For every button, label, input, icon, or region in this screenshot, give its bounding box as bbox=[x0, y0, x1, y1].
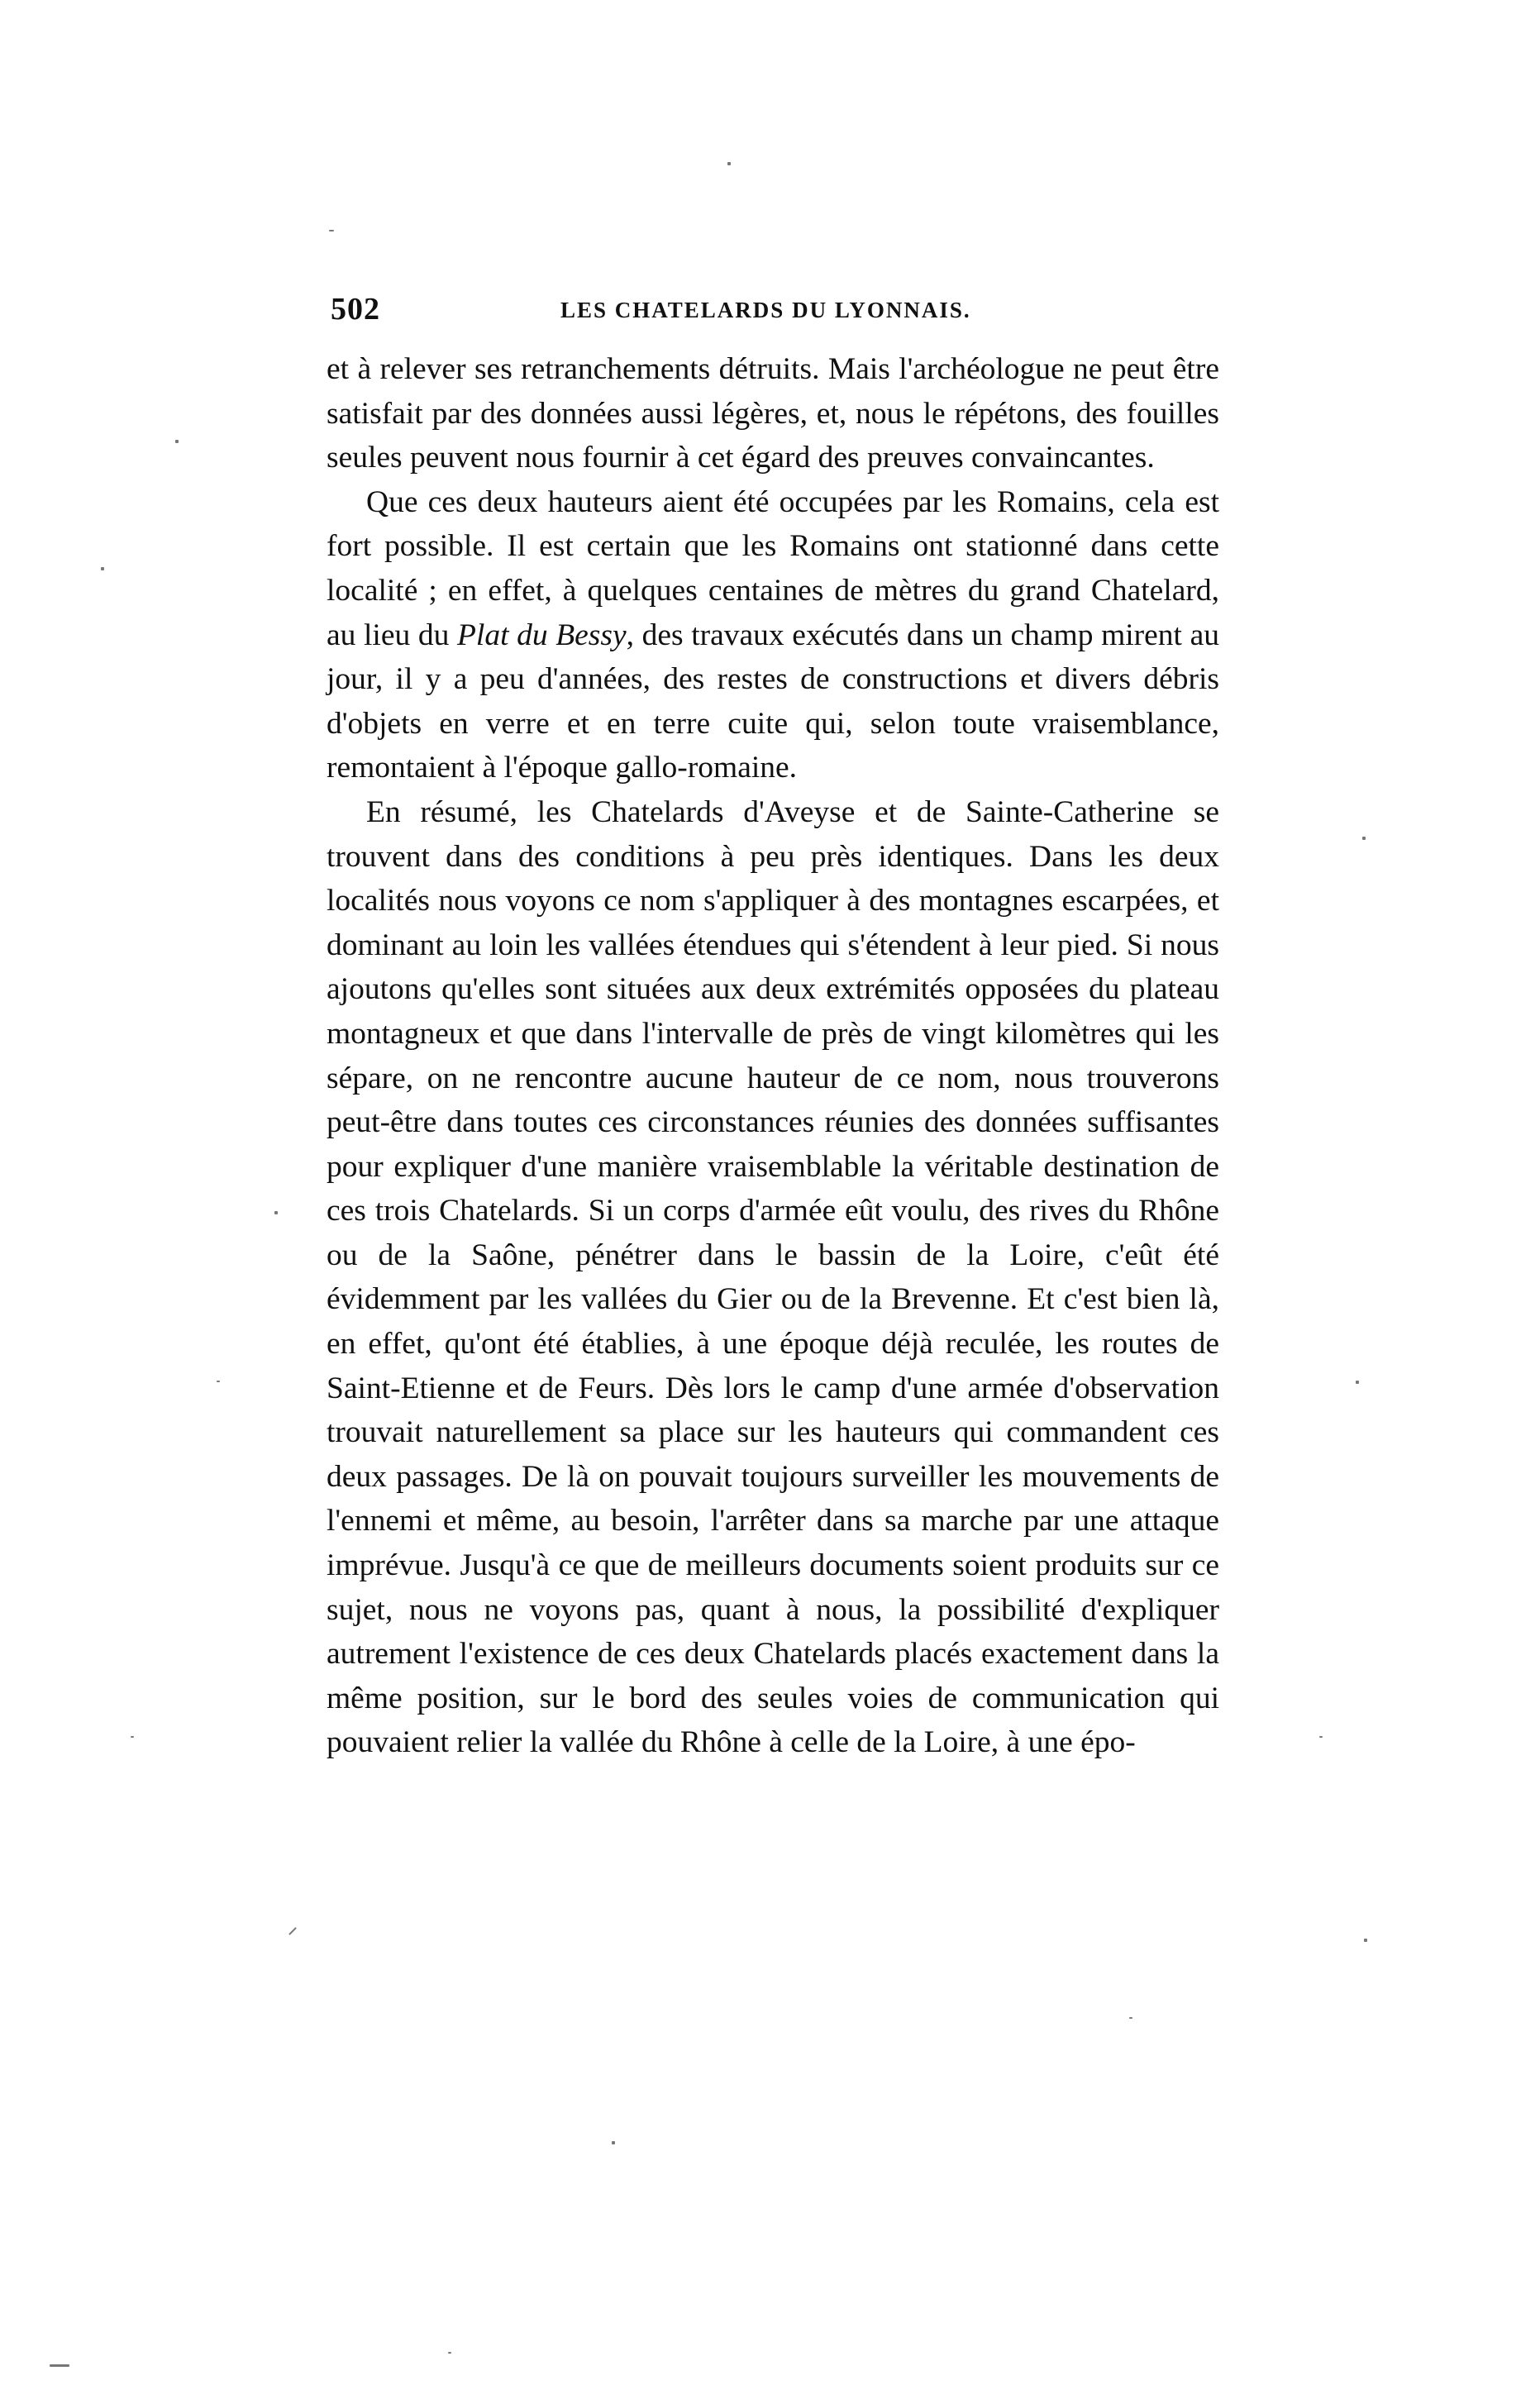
scan-speck bbox=[1129, 2017, 1132, 2019]
page-number: 502 bbox=[331, 292, 380, 327]
paragraph bbox=[327, 347, 1219, 480]
scan-speck bbox=[1362, 837, 1366, 840]
paragraph-text: Que ces deux hauteurs aient été occupées par les Romains, cela est fort possible. Il est certain que les Romains ont stationné dans cette localité ; en effet, à quelques centaines de mètres du grand Chatelard, au lieu du bbox=[327, 484, 1219, 652]
paragraph bbox=[327, 790, 1219, 1765]
scan-speck bbox=[612, 2141, 615, 2144]
paragraph-text: En résumé, les Chatelards d'Aveyse et de Sainte-Catherine se trouvent dans des conditions à peu près identiques. Dans les deux localités nous voyons ce nom s'appliquer à des montagnes escarpées, et dominant au loin les vallées étendues qui s'étendent à leur pied. Si nous ajoutons qu'elles sont situées aux deux extrémités opposées du plateau montagneux et que dans l'intervalle de près de vingt kilomètres qui les sépare, on ne rencontre aucune hauteur de ce nom, nous trouverons peut-être dans toutes ces circonstances réunies des données suffisantes pour expliquer d'une manière vraisemblable la véritable destination de ces trois Chatelards. Si un corps d'armée eût voulu, des rives du Rhône ou de la Saône, pénétrer dans le bassin de la Loire, c'eût été évidemment par les vallées du Gier ou de la Brevenne. Et c'est bien là, en effet, qu'ont été établies, à une époque déjà reculée, les routes de Saint-Etienne et de Feurs. Dès lors le camp d'une armée d'observation trouvait naturellement sa place sur les hauteurs qui commandent ces deux passages. De là on pouvait toujours surveiller les mouvements de l'ennemi et même, au besoin, l'arrêter dans sa marche par une attaque imprévue. Jusqu'à ce que de meilleurs documents soient produits sur ce sujet, nous ne voyons pas, quant à nous, la possibilité d'expliquer autrement l'existence de ces deux Chatelards placés exactement dans la même position, sur le bord des seules voies de communication qui pouvaient relier la vallée du Rhône à celle de la Loire, à une épo- bbox=[327, 794, 1219, 1760]
scan-speck bbox=[727, 162, 731, 165]
scan-speck bbox=[1319, 1736, 1323, 1738]
scan-speck bbox=[217, 1381, 220, 1382]
scan-speck bbox=[131, 1736, 134, 1738]
page-header bbox=[331, 291, 1223, 341]
running-title: LES CHATELARDS DU LYONNAIS. bbox=[560, 298, 971, 322]
scan-speck bbox=[1356, 1381, 1359, 1384]
body-text bbox=[327, 347, 1219, 1765]
paragraph bbox=[327, 480, 1219, 790]
place-name-italic: Plat du Bessy bbox=[457, 618, 627, 652]
scan-speck bbox=[175, 440, 179, 443]
paragraph-text: et à relever ses retranchements détruits. Mais l'archéologue ne peut être satisfait par des données aussi légères, et, nous le répétons, des fouilles seules peuvent nous fournir à cet égard des preuves convaincantes. bbox=[327, 352, 1219, 475]
paragraph-text: , des travaux exécutés dans un champ mirent au jour, il y a peu d'années, des restes de constructions et divers débris d'objets en verre et en terre cuite qui, selon toute vraisemblance, remontaient à l'époque gallo-romaine. bbox=[327, 618, 1219, 785]
scan-speck bbox=[274, 1211, 278, 1214]
scan-speck bbox=[329, 230, 334, 231]
scan-speck bbox=[288, 1927, 297, 1935]
scan-speck bbox=[1364, 1939, 1367, 1942]
scan-speck bbox=[448, 2352, 451, 2354]
scan-speck bbox=[101, 567, 104, 570]
scan-speck bbox=[50, 2364, 69, 2367]
